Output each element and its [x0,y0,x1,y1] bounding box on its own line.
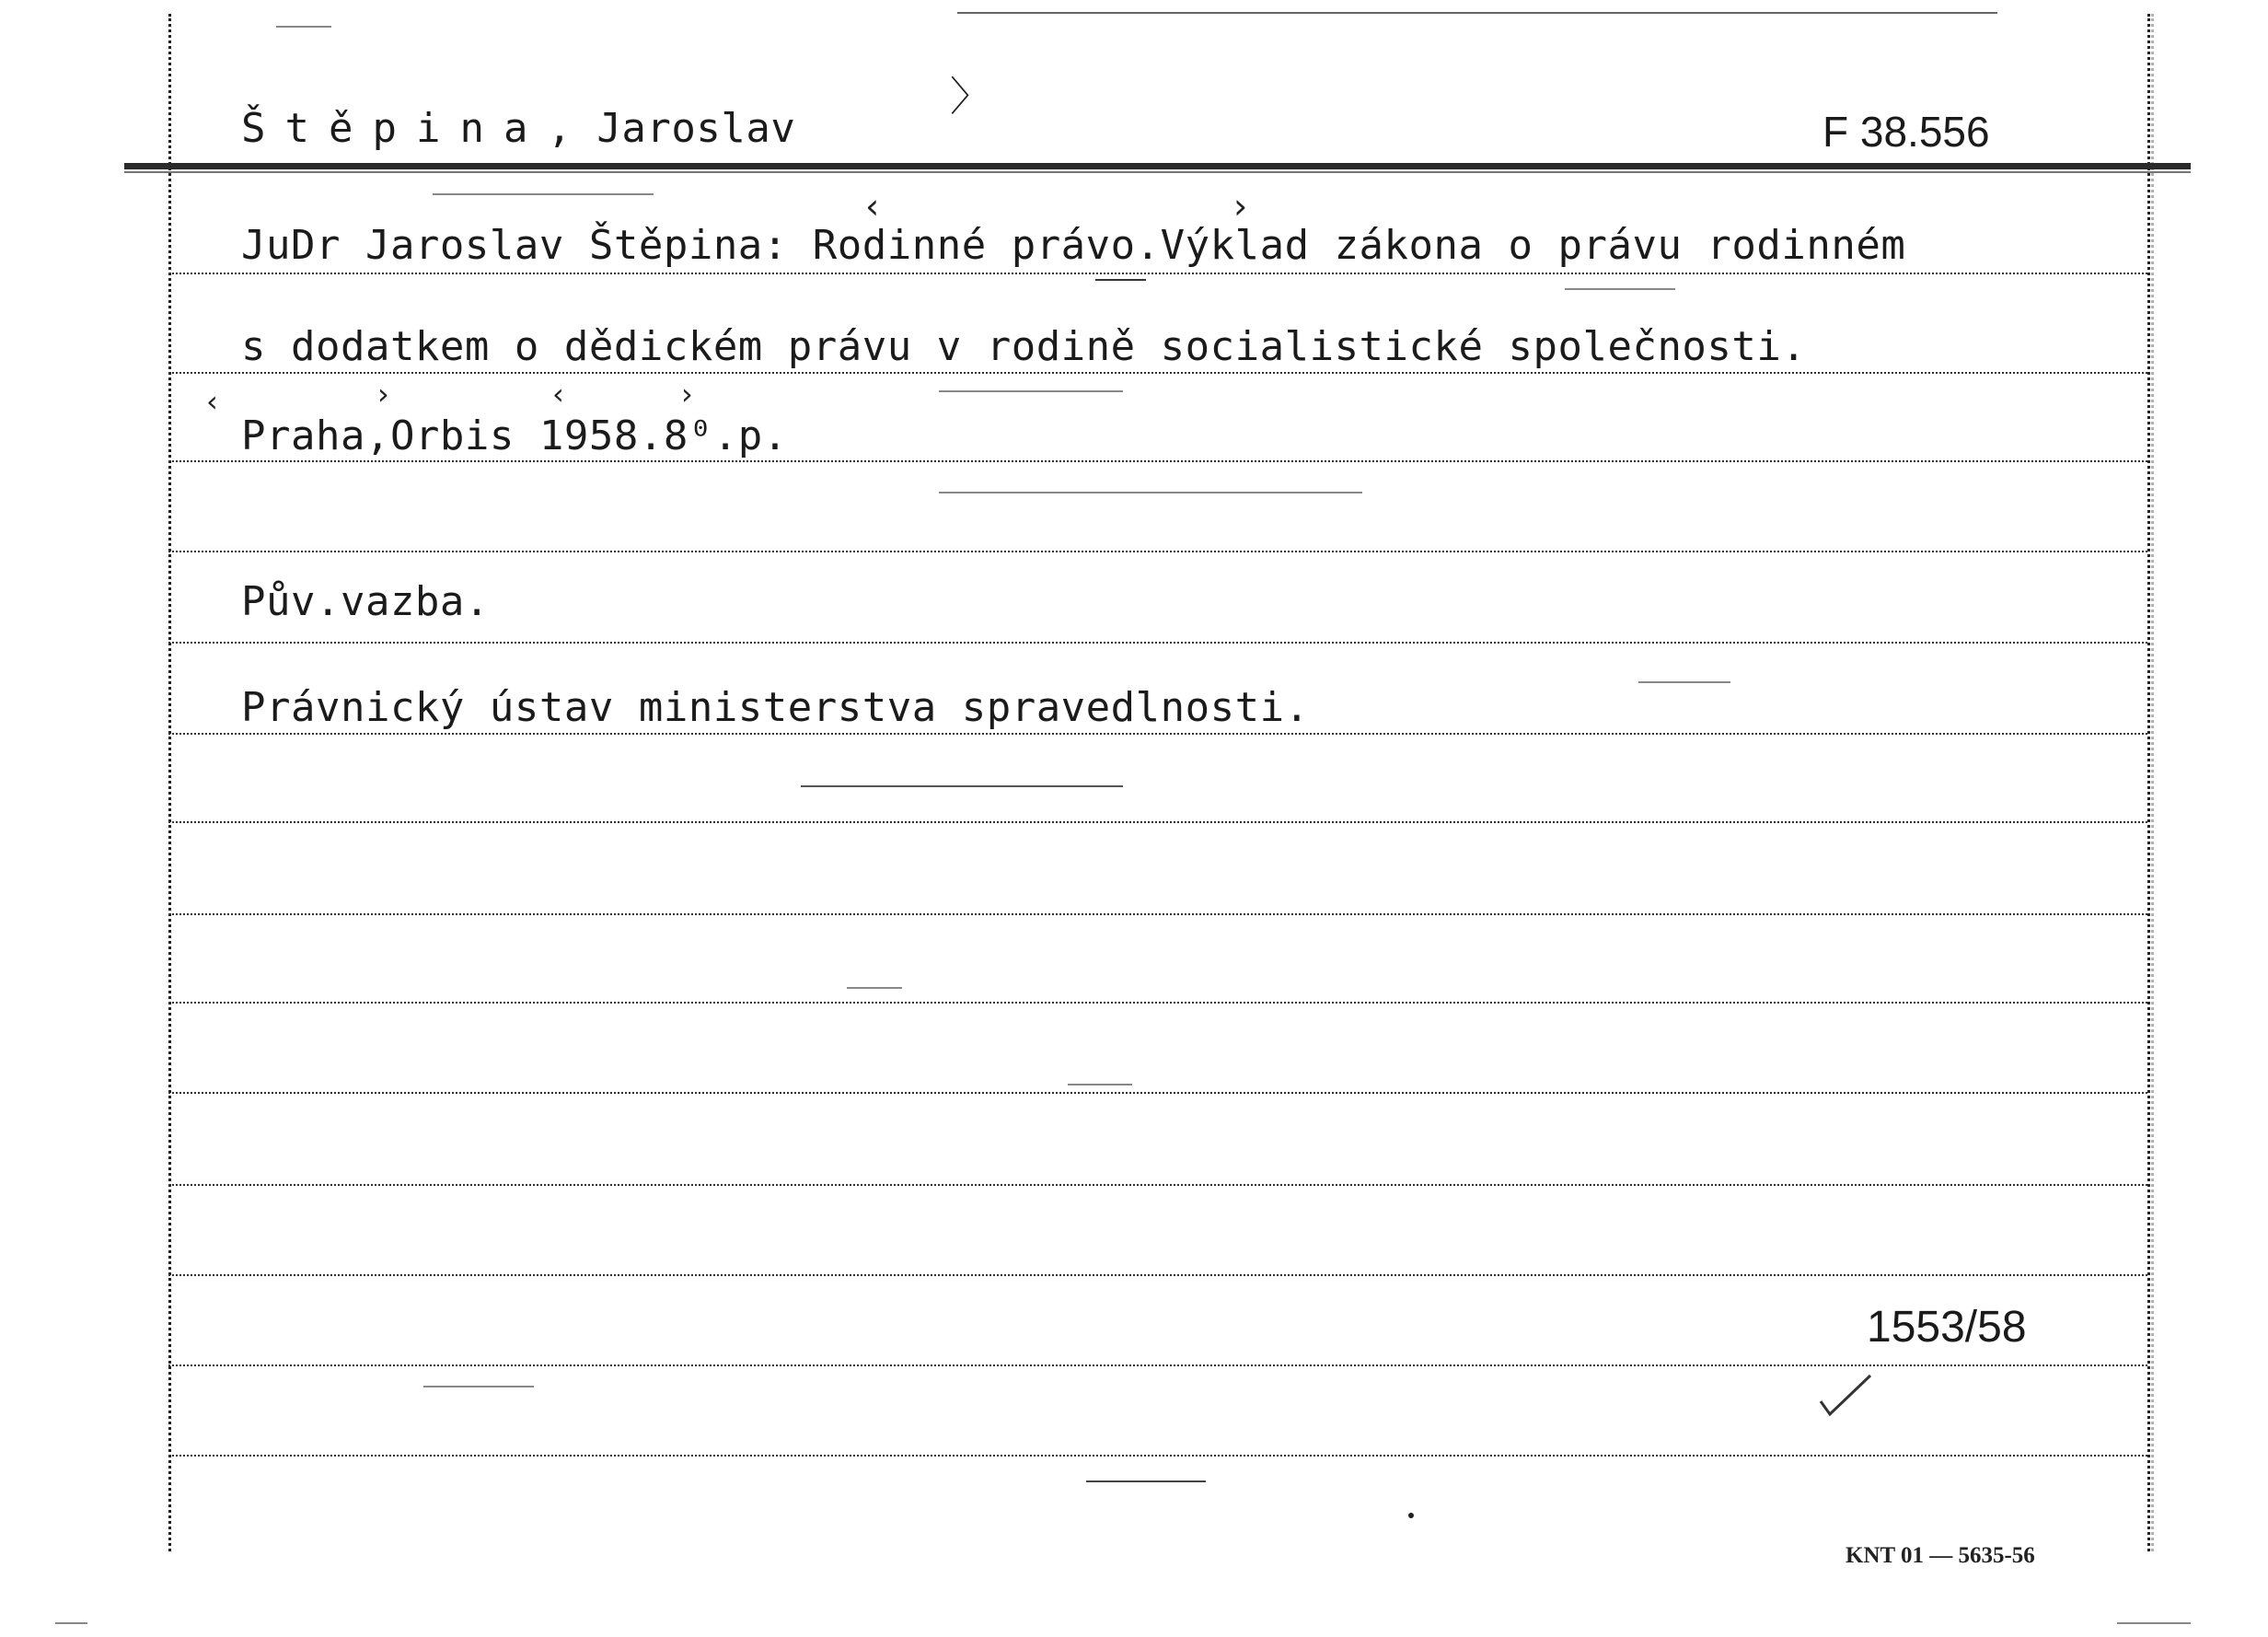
heading-surname: Štěpina [241,105,548,152]
scan-speck [1068,1084,1132,1086]
scan-speck [1565,288,1675,290]
bracket-mark: ‹ [206,384,218,419]
title-line: JuDr Jaroslav Štěpina: Rodinné právo.Výklad zákona o právu rodinném [241,222,1906,269]
scan-speck [55,1622,87,1624]
binding-note: Pův.vazba. [241,578,490,625]
right-border-shadow [2151,14,2154,1551]
form-code: KNT 01 — 5635-56 [1846,1543,2035,1568]
stray-mark [801,785,1123,787]
ruling-line [168,913,2147,915]
ruling-line [168,733,2147,735]
bracket-mark: › [681,377,693,412]
subtitle-line: s dodatkem o dědickém právu v rodině socialistické společnosti. [241,323,1807,370]
ruling-line [168,372,2147,374]
bracket-mark: › [377,377,389,412]
scan-speck [939,492,1362,493]
ruling-line [168,1364,2147,1366]
ruling-line [168,551,2147,552]
ruling-line [168,1184,2147,1186]
right-border [2147,14,2150,1551]
scan-speck [423,1386,534,1387]
ruling-line [168,1092,2147,1094]
scan-speck [847,987,902,989]
scan-speck [2117,1622,2191,1624]
ruling-line [168,460,2147,462]
bracket-mark: ‹ [865,186,880,226]
ruling-line [168,1455,2147,1457]
heading-given-name: , Jaroslav [547,105,796,152]
card-heading [241,105,796,152]
scan-speck [433,193,654,195]
ruling-line [168,273,2147,274]
checkmark-icon [1813,1372,1878,1418]
bracket-mark: 〉 [950,74,990,121]
provenance-note: Právnický ústav ministerstva spravedlnosti. [241,684,1310,731]
stray-dot [1408,1513,1414,1518]
underline-mark [1095,279,1146,281]
bracket-mark: › [1233,186,1248,226]
stray-mark [1086,1480,1206,1482]
ruling-line [168,821,2147,823]
left-border [168,14,171,1551]
accession-number: 1553/58 [1867,1303,2027,1352]
ruling-line [168,642,2147,644]
header-rule-shadow [124,171,2191,173]
ruling-line [168,1274,2147,1276]
call-number: F 38.556 [1822,108,1990,156]
scan-speck [1638,681,1730,683]
imprint-line: Praha,Orbis 1958.8⁰.p. [241,412,788,459]
scan-speck [939,390,1123,392]
header-rule [124,163,2191,169]
top-edge-rule [957,12,1997,14]
scan-speck [276,26,331,28]
bracket-mark: ‹ [552,377,564,412]
ruling-line [168,1002,2147,1004]
